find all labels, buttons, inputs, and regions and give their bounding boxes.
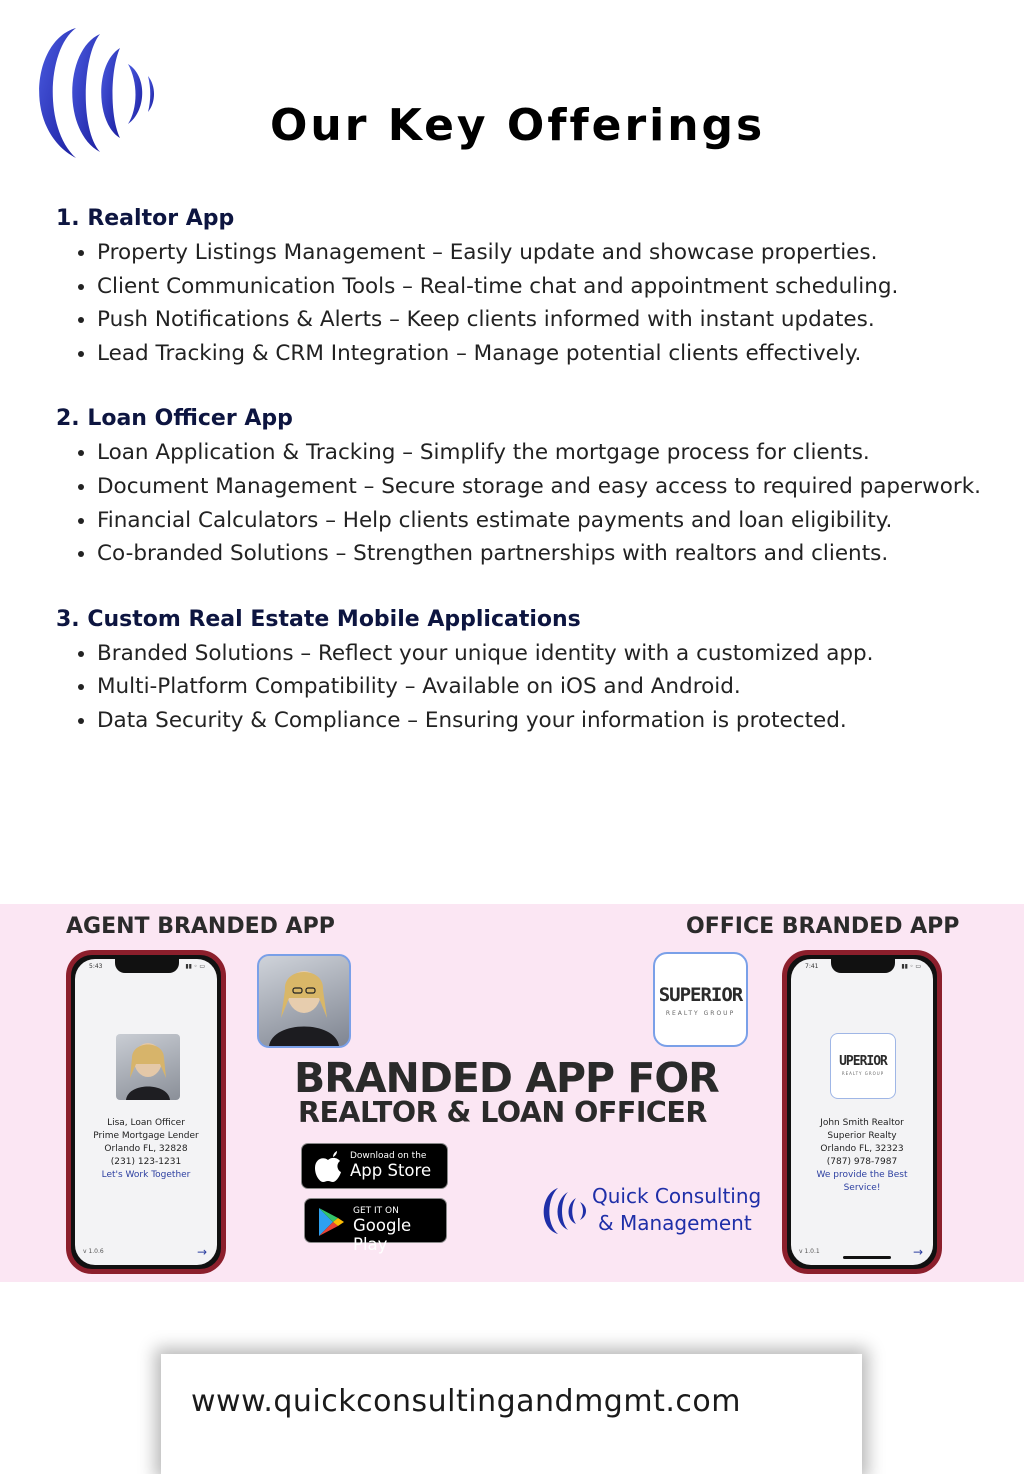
status-time: 5:43 (89, 963, 103, 970)
agent-avatar (116, 1034, 180, 1100)
arrow-right-icon[interactable]: → (912, 1245, 923, 1259)
google-play-button[interactable] (304, 1198, 447, 1254)
contact-line: (787) 978-7987 (826, 1157, 898, 1167)
app-store-big-text: App Store (350, 1161, 432, 1180)
app-store-small-text: Download on the (350, 1151, 427, 1161)
list-item: • Loan Application & Tracking – Simplify the mortgage process for clients. (97, 436, 1006, 470)
list-item: • Branded Solutions – Reflect your unique identity with a customized app. (97, 637, 1006, 671)
app-version: v 1.0.6 (83, 1248, 104, 1255)
list-item: • Financial Calculators – Help clients estimate payments and loan eligibility. (97, 504, 1006, 538)
section-custom-apps (56, 603, 1006, 738)
agent-photo-card (257, 954, 351, 1048)
company-rings-logo-icon (538, 1184, 590, 1238)
status-time: 7:41 (805, 963, 819, 970)
section-realtor-app (56, 202, 1006, 370)
bullet-list (56, 236, 1006, 370)
qcm-name-line1: Quick Consulting (592, 1184, 762, 1208)
quick-consulting-logo (538, 1182, 762, 1242)
office-phone-mockup (782, 950, 942, 1274)
qcm-name-line2: & Management (598, 1211, 752, 1235)
person-portrait-icon (116, 1034, 180, 1100)
section-loan-officer-app (56, 402, 1006, 570)
website-url-card (161, 1354, 862, 1474)
home-indicator (843, 1256, 891, 1259)
office-cta-link[interactable]: We provide the Best Service! (816, 1170, 908, 1193)
arrow-right-icon[interactable]: → (196, 1245, 207, 1259)
contact-line: Orlando FL, 32828 (104, 1144, 188, 1154)
google-play-big-text: Google Play (353, 1216, 412, 1254)
office-contact-info (791, 1117, 933, 1195)
banner-subheadline: REALTOR & LOAN OFFICER (298, 1096, 707, 1129)
person-portrait-icon (259, 956, 349, 1046)
branded-app-banner (0, 904, 1024, 1282)
superior-small-text: UPERIOR (839, 1054, 887, 1069)
page-title: Our Key Offerings (270, 100, 766, 151)
app-store-button[interactable] (301, 1143, 448, 1189)
phone-screen (791, 959, 933, 1265)
superior-realty-logo-card (653, 952, 748, 1047)
list-item: • Document Management – Secure storage and easy access to required paperwork. (97, 470, 1006, 504)
section-heading: 1. Realtor App (56, 206, 235, 231)
agent-cta-link[interactable]: Let's Work Together (101, 1170, 191, 1180)
superior-app-logo (830, 1033, 896, 1099)
list-item: • Data Security & Compliance – Ensuring your information is protected. (97, 704, 1006, 738)
contact-line: (231) 123-1231 (110, 1157, 182, 1167)
agent-phone-mockup (66, 950, 226, 1274)
contact-line: Prime Mortgage Lender (93, 1131, 199, 1141)
list-item: • Client Communication Tools – Real-time chat and appointment scheduling. (97, 270, 1006, 304)
superior-brand-subtext: REALTY GROUP (665, 1010, 736, 1017)
phone-notch (115, 959, 179, 973)
phone-screen (75, 959, 217, 1265)
agent-contact-info (75, 1117, 217, 1182)
list-item: • Multi-Platform Compatibility – Available on iOS and Android. (97, 670, 1006, 704)
superior-small-subtext: REALTY GROUP (841, 1071, 885, 1076)
superior-brand-text: SUPERIOR (658, 984, 743, 1006)
contact-line: Lisa, Loan Officer (107, 1118, 185, 1128)
banner-headline: BRANDED APP FOR (294, 1054, 719, 1102)
apple-logo-icon (313, 1151, 343, 1183)
section-heading: 3. Custom Real Estate Mobile Applications (56, 606, 581, 632)
section-heading: 2. Loan Officer App (56, 406, 293, 432)
google-play-logo-icon (316, 1206, 346, 1238)
agent-branded-label: AGENT BRANDED APP (66, 914, 335, 939)
app-version: v 1.0.1 (799, 1248, 820, 1255)
signal-battery-icon: ▮▮ ◦ ▭ (901, 963, 921, 970)
list-item: • Co-branded Solutions – Strengthen partnerships with realtors and clients. (97, 537, 1006, 571)
offerings-list (56, 202, 1006, 770)
contact-line: John Smith Realtor (820, 1118, 904, 1128)
signal-battery-icon: ▮▮ ◦ ▭ (185, 963, 205, 970)
company-rings-logo-icon (24, 20, 159, 165)
list-item: • Lead Tracking & CRM Integration – Manage potential clients effectively. (97, 337, 1006, 371)
bullet-list (56, 637, 1006, 738)
phone-notch (831, 959, 895, 973)
bullet-list (56, 436, 1006, 570)
google-play-small-text: GET IT ON (353, 1206, 399, 1216)
office-branded-label: OFFICE BRANDED APP (686, 914, 960, 939)
contact-line: Superior Realty (827, 1131, 897, 1141)
list-item: • Property Listings Management – Easily update and showcase properties. (97, 236, 1006, 270)
website-link[interactable]: www.quickconsultingandmgmt.com (191, 1384, 741, 1419)
list-item: • Push Notifications & Alerts – Keep clients informed with instant updates. (97, 303, 1006, 337)
contact-line: Orlando FL, 32323 (820, 1144, 904, 1154)
